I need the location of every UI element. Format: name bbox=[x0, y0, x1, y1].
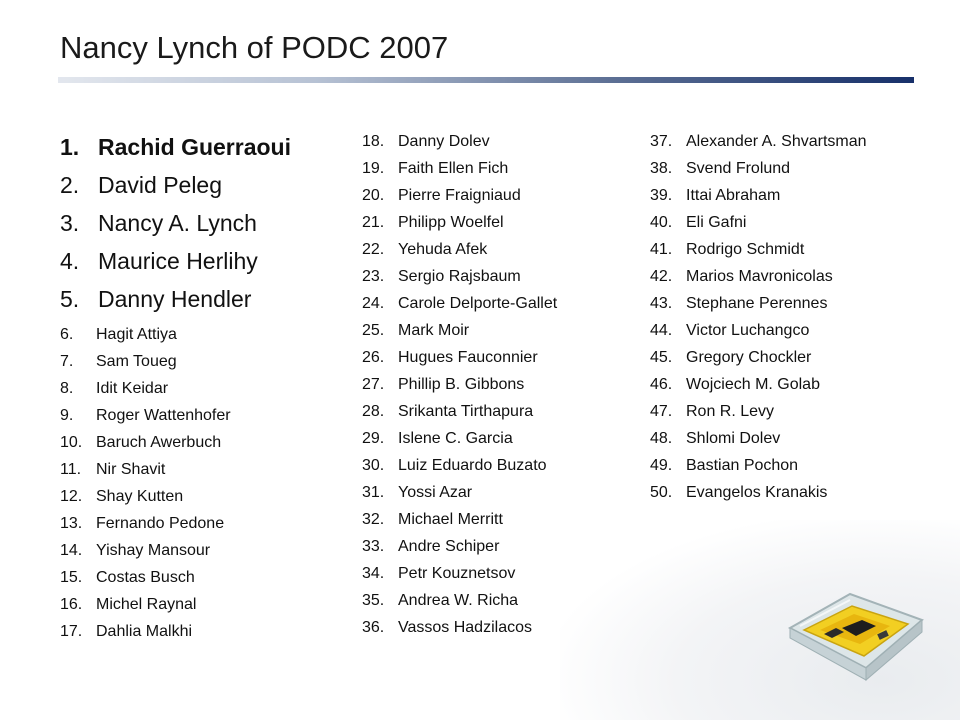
list-item bbox=[650, 344, 867, 371]
item-name: Svend Frolund bbox=[686, 160, 791, 177]
item-name: Evangelos Kranakis bbox=[686, 484, 828, 501]
item-number: 31. bbox=[362, 484, 385, 501]
list-item bbox=[650, 182, 867, 209]
item-number: 35. bbox=[362, 592, 385, 609]
item-number: 36. bbox=[362, 619, 385, 636]
item-number: 44. bbox=[650, 322, 673, 339]
item-name: Nancy A. Lynch bbox=[98, 210, 257, 236]
item-number: 48. bbox=[650, 430, 673, 447]
item-number: 29. bbox=[362, 430, 385, 447]
item-number: 20. bbox=[362, 187, 385, 204]
item-name: Idit Keidar bbox=[96, 380, 169, 397]
item-name: Dahlia Malkhi bbox=[96, 623, 193, 640]
list-item bbox=[362, 560, 557, 587]
item-number: 39. bbox=[650, 187, 673, 204]
item-name: Andrea W. Richa bbox=[398, 592, 519, 609]
item-number: 23. bbox=[362, 268, 385, 285]
item-number: 24. bbox=[362, 295, 385, 312]
list-item bbox=[362, 479, 557, 506]
item-name: Rodrigo Schmidt bbox=[686, 241, 805, 258]
list-item bbox=[60, 618, 291, 645]
item-name: Luiz Eduardo Buzato bbox=[398, 457, 547, 474]
item-number: 46. bbox=[650, 376, 673, 393]
item-name: David Peleg bbox=[98, 172, 223, 198]
list-item bbox=[362, 317, 557, 344]
item-number: 26. bbox=[362, 349, 385, 366]
item-number: 10. bbox=[60, 434, 83, 451]
list-item bbox=[650, 290, 867, 317]
item-name: Nir Shavit bbox=[96, 461, 166, 478]
item-number: 25. bbox=[362, 322, 385, 339]
list-item bbox=[60, 429, 291, 456]
item-name: Roger Wattenhofer bbox=[96, 407, 231, 424]
item-number: 1. bbox=[60, 134, 80, 160]
list-item bbox=[650, 371, 867, 398]
item-number: 30. bbox=[362, 457, 385, 474]
item-name: Hugues Fauconnier bbox=[398, 349, 538, 366]
ranking-column-3 bbox=[650, 128, 867, 506]
list-item bbox=[650, 452, 867, 479]
list-item bbox=[60, 207, 291, 245]
list-item bbox=[60, 131, 291, 169]
item-name: Gregory Chockler bbox=[686, 349, 812, 366]
item-name: Costas Busch bbox=[96, 569, 195, 586]
list-item bbox=[650, 155, 867, 182]
item-number: 16. bbox=[60, 596, 83, 613]
item-number: 37. bbox=[650, 133, 673, 150]
list-item bbox=[60, 283, 291, 321]
list-item bbox=[650, 398, 867, 425]
yellow-sensor-device-icon bbox=[780, 576, 930, 686]
list-item bbox=[362, 209, 557, 236]
item-name: Yossi Azar bbox=[398, 484, 473, 501]
item-number: 47. bbox=[650, 403, 673, 420]
list-item bbox=[362, 587, 557, 614]
item-name: Shlomi Dolev bbox=[686, 430, 781, 447]
item-number: 41. bbox=[650, 241, 673, 258]
item-number: 4. bbox=[60, 248, 80, 274]
list-item bbox=[362, 155, 557, 182]
list-item bbox=[362, 263, 557, 290]
item-name: Islene C. Garcia bbox=[398, 430, 513, 447]
item-number: 42. bbox=[650, 268, 673, 285]
item-number: 17. bbox=[60, 623, 83, 640]
item-number: 19. bbox=[362, 160, 385, 177]
list-item bbox=[362, 398, 557, 425]
item-name: Marios Mavronicolas bbox=[686, 268, 833, 285]
item-name: Alexander A. Shvartsman bbox=[686, 133, 867, 150]
item-number: 14. bbox=[60, 542, 83, 559]
item-name: Michel Raynal bbox=[96, 596, 197, 613]
item-name: Ittai Abraham bbox=[686, 187, 781, 204]
list-item bbox=[650, 317, 867, 344]
list-item bbox=[60, 321, 291, 348]
item-name: Hagit Attiya bbox=[96, 326, 177, 343]
item-number: 22. bbox=[362, 241, 385, 258]
item-number: 28. bbox=[362, 403, 385, 420]
item-name: Maurice Herlihy bbox=[98, 248, 258, 274]
item-name: Phillip B. Gibbons bbox=[398, 376, 525, 393]
list-item bbox=[60, 591, 291, 618]
item-number: 45. bbox=[650, 349, 673, 366]
item-name: Yishay Mansour bbox=[96, 542, 211, 559]
list-item bbox=[650, 209, 867, 236]
item-name: Danny Hendler bbox=[98, 286, 252, 312]
item-number: 3. bbox=[60, 210, 80, 236]
list-item bbox=[60, 456, 291, 483]
list-item bbox=[650, 236, 867, 263]
list-item bbox=[362, 614, 557, 641]
item-name: Michael Merritt bbox=[398, 511, 503, 528]
list-item bbox=[362, 182, 557, 209]
list-item bbox=[650, 479, 867, 506]
item-number: 2. bbox=[60, 172, 80, 198]
list-item bbox=[60, 348, 291, 375]
item-number: 11. bbox=[60, 461, 82, 478]
list-item bbox=[60, 510, 291, 537]
item-name: Sam Toueg bbox=[96, 353, 177, 370]
item-number: 50. bbox=[650, 484, 673, 501]
item-number: 12. bbox=[60, 488, 83, 505]
list-item bbox=[362, 236, 557, 263]
item-number: 21. bbox=[362, 214, 385, 231]
list-item bbox=[362, 452, 557, 479]
page-title: Nancy Lynch of PODC 2007 bbox=[60, 30, 449, 65]
list-item bbox=[60, 245, 291, 283]
list-item bbox=[362, 425, 557, 452]
ranking-column-1 bbox=[60, 131, 291, 645]
list-item bbox=[362, 290, 557, 317]
list-item bbox=[60, 375, 291, 402]
item-name: Shay Kutten bbox=[96, 488, 184, 505]
item-number: 6. bbox=[60, 326, 74, 343]
item-number: 7. bbox=[60, 353, 74, 370]
item-number: 49. bbox=[650, 457, 673, 474]
list-item bbox=[362, 344, 557, 371]
item-number: 38. bbox=[650, 160, 673, 177]
item-name: Srikanta Tirthapura bbox=[398, 403, 534, 420]
item-number: 18. bbox=[362, 133, 385, 150]
list-item bbox=[362, 128, 557, 155]
ranking-column-2 bbox=[362, 128, 557, 641]
item-name: Vassos Hadzilacos bbox=[398, 619, 532, 636]
item-number: 8. bbox=[60, 380, 74, 397]
item-number: 32. bbox=[362, 511, 385, 528]
item-name: Mark Moir bbox=[398, 322, 470, 339]
item-number: 5. bbox=[60, 286, 80, 312]
item-name: Eli Gafni bbox=[686, 214, 747, 231]
item-name: Danny Dolev bbox=[398, 133, 490, 150]
item-name: Rachid Guerraoui bbox=[98, 134, 291, 160]
list-item bbox=[60, 564, 291, 591]
item-name: Yehuda Afek bbox=[398, 241, 488, 258]
list-item bbox=[60, 169, 291, 207]
list-item bbox=[362, 506, 557, 533]
item-name: Faith Ellen Fich bbox=[398, 160, 509, 177]
item-name: Philipp Woelfel bbox=[398, 214, 504, 231]
item-name: Fernando Pedone bbox=[96, 515, 225, 532]
item-number: 13. bbox=[60, 515, 83, 532]
list-item bbox=[60, 483, 291, 510]
list-item bbox=[362, 371, 557, 398]
item-name: Wojciech M. Golab bbox=[686, 376, 820, 393]
item-name: Sergio Rajsbaum bbox=[398, 268, 521, 285]
item-name: Victor Luchangco bbox=[686, 322, 810, 339]
title-divider bbox=[58, 77, 914, 83]
item-name: Pierre Fraigniaud bbox=[398, 187, 521, 204]
item-name: Petr Kouznetsov bbox=[398, 565, 516, 582]
item-number: 33. bbox=[362, 538, 385, 555]
list-item bbox=[60, 537, 291, 564]
item-name: Baruch Awerbuch bbox=[96, 434, 222, 451]
item-name: Bastian Pochon bbox=[686, 457, 799, 474]
item-number: 15. bbox=[60, 569, 83, 586]
list-item bbox=[650, 128, 867, 155]
item-number: 40. bbox=[650, 214, 673, 231]
item-number: 27. bbox=[362, 376, 385, 393]
item-name: Ron R. Levy bbox=[686, 403, 775, 420]
item-name: Carole Delporte-Gallet bbox=[398, 295, 558, 312]
item-number: 43. bbox=[650, 295, 673, 312]
item-number: 34. bbox=[362, 565, 385, 582]
list-item bbox=[362, 533, 557, 560]
list-item bbox=[60, 402, 291, 429]
list-item bbox=[650, 263, 867, 290]
item-number: 9. bbox=[60, 407, 74, 424]
item-name: Andre Schiper bbox=[398, 538, 500, 555]
list-item bbox=[650, 425, 867, 452]
item-name: Stephane Perennes bbox=[686, 295, 828, 312]
